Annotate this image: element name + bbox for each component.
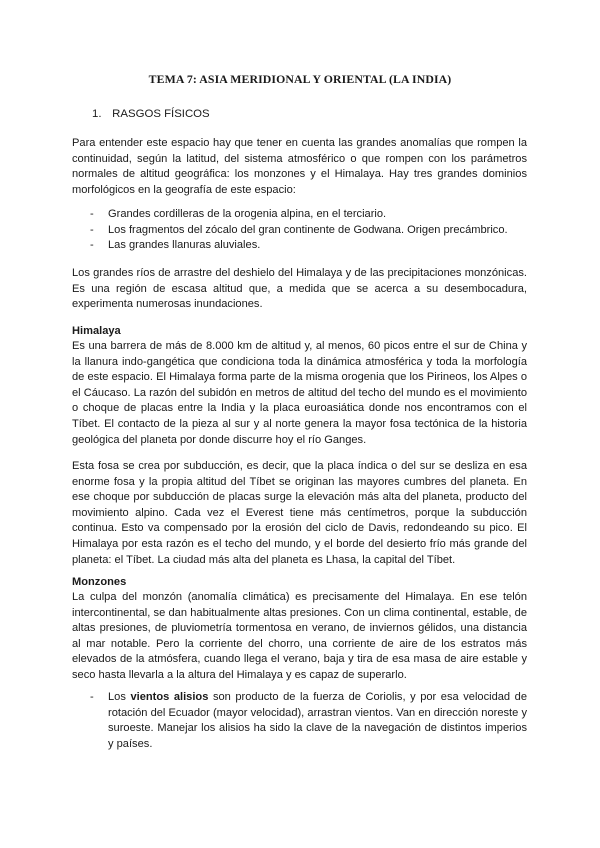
himalaya-paragraph-1: Es una barrera de más de 8.000 km de altitud y, al menos, 60 picos entre el sur de China y la llanura indo-gangética que condiciona toda la dinámica atmosférica y toda la morfología de este espacio. El Himalaya forma parte de la misma orogenia que los Pirineos, los Alpes o el Cáucaso. La razón del subidón en metros de altitud del techo del mundo es el movimiento o choque de placas entre la India y la placa euroasiática donde nos encontramos con el Tíbet. El contacto de la pieza al sur y al norte genera la mayor fosa tectónica de la historia geológica del planeta por donde discurre hoy el río Ganges. bbox=[72, 340, 527, 446]
list-item bbox=[72, 238, 527, 254]
domains-list bbox=[72, 207, 527, 254]
rivers-paragraph: Los grandes ríos de arrastre del deshielo del Himalaya y de las precipitaciones monzónicas. Es una región de escasa altitud que, a medida que se acerca a su desembocadura, experimenta numerosas inundaciones. bbox=[72, 267, 527, 311]
list-item bbox=[72, 207, 527, 223]
dash-bullet: - bbox=[90, 691, 94, 703]
dash-bullet: - bbox=[90, 208, 94, 220]
alisios-prefix: Los bbox=[108, 691, 131, 703]
alisios-bullet bbox=[72, 690, 527, 752]
list-item-text: Grandes cordilleras de la orogenia alpina, en el terciario. bbox=[108, 208, 387, 220]
monzones-paragraph: La culpa del monzón (anomalía climática) es precisamente del Himalaya. En ese telón intercontinental, se dan habitualmente altas presiones. Con un clima continental, estable, de altas presiones, de pluviometría tormentosa en verano, de inviernos gélidos, una distancia al mar notable. Pero la corriente del chorro, una corriente de aire de los estratos más elevados de la atmósfera, cuando llega el verano, baja y tira de esa masa de aire estable y seco hasta llevarla a la altura del Himalaya y es capaz de superarlo. bbox=[72, 591, 527, 681]
section-heading bbox=[92, 107, 210, 123]
alisios-text bbox=[108, 690, 527, 752]
intro-paragraph: Para entender este espacio hay que tener en cuenta las grandes anomalías que rompen la continuidad, según la latitud, del sistema atmosférico o que rompen con los parámetros normales de altitud geográfica: los monzones y el Himalaya. Hay tres grandes dominios morfológicos en la geografía de este espacio: bbox=[72, 137, 527, 196]
section-label: RASGOS FÍSICOS bbox=[112, 108, 210, 120]
page-title: TEMA 7: ASIA MERIDIONAL Y ORIENTAL (LA INDIA) bbox=[148, 72, 452, 86]
himalaya-paragraph-2: Esta fosa se crea por subducción, es decir, que la placa índica o del sur se desliza en esa enorme fosa y la propia altitud del Tíbet se originan las mayores cumbres del planeta. En ese choque por subducción de placas surge la elevación más alta del planeta, producto del movimiento alpino. Cada vez el Everest tiene más centímetros, porque la subducción continua. Esto va compensado por la erosión del ciclo de Davis, redondeando su pico. El Himalaya por esta razón es el techo del mundo, y el borde del desierto frío más grande del planeta: el Tíbet. La ciudad más alta del planeta es Lhasa, la capital del Tíbet. bbox=[72, 460, 527, 566]
alisios-term: vientos alisios bbox=[130, 691, 209, 703]
list-item-text: Las grandes llanuras aluviales. bbox=[108, 239, 261, 252]
himalaya-heading: Himalaya bbox=[72, 325, 121, 337]
section-number: 1. bbox=[92, 108, 102, 120]
list-item-text: Los fragmentos del zócalo del gran continente de Godwana. Origen precámbrico. bbox=[108, 223, 508, 236]
dash-bullet: - bbox=[90, 239, 94, 252]
monzones-heading: Monzones bbox=[72, 576, 127, 588]
dash-bullet: - bbox=[90, 223, 94, 236]
alisios-rest: son producto de la fuerza de Coriolis, y por esa velocidad de rotación del Ecuador (mayor velocidad), arrastran vientos. Van en dirección noreste y suroeste. Manejar los alisios ha sido la clave de la navegación de distintos imperios y países. bbox=[108, 691, 527, 750]
list-item bbox=[72, 223, 527, 239]
